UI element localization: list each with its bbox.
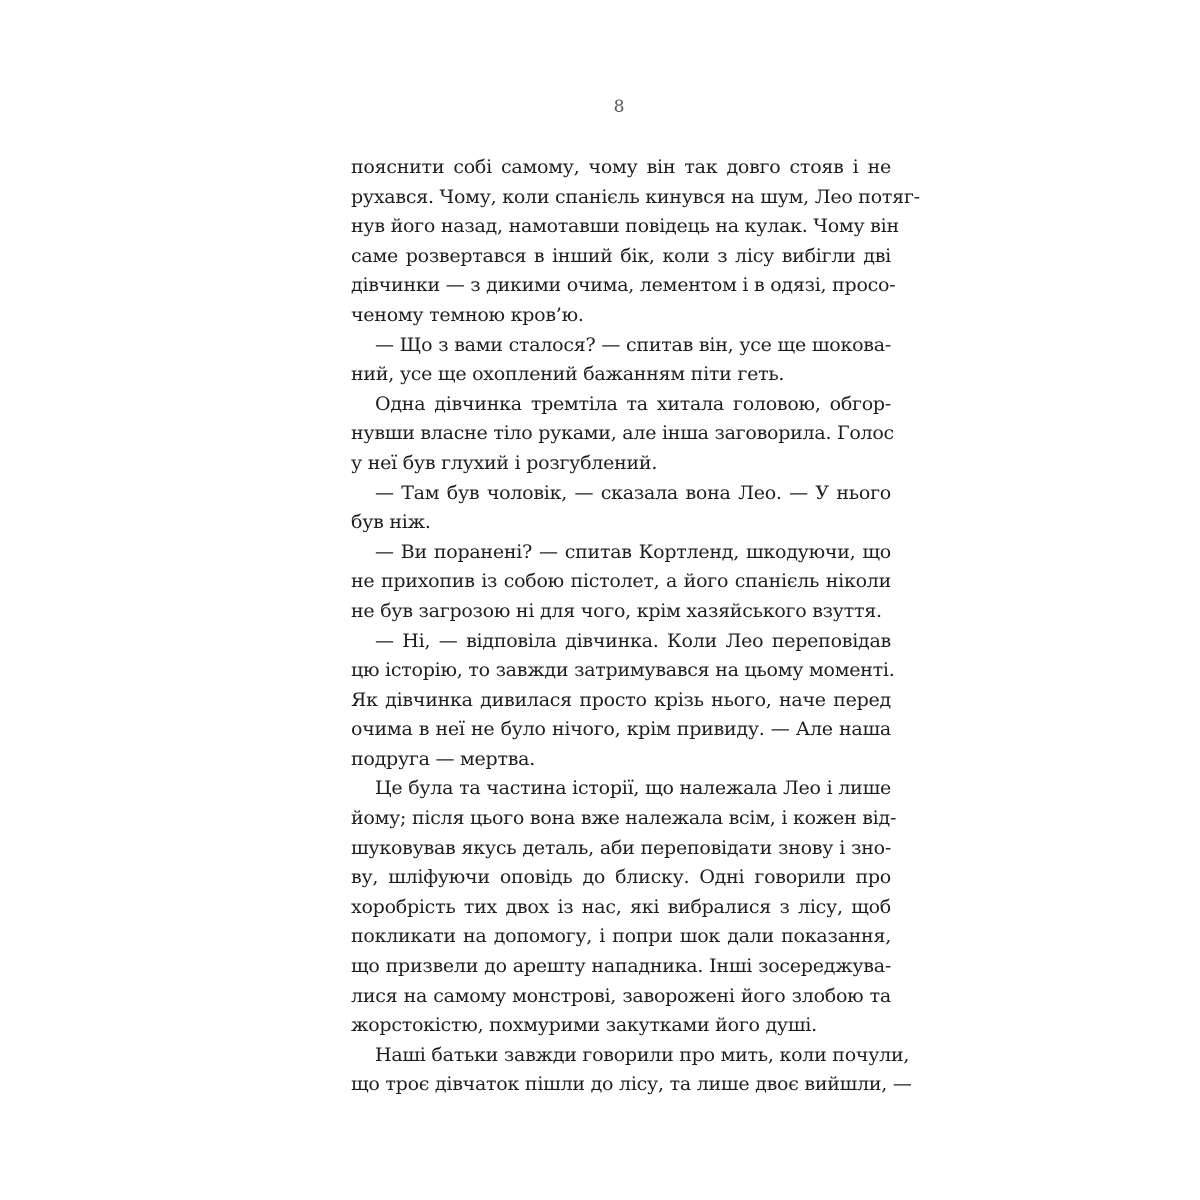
text-line: — Там був чоловік, — сказала вона Лео. — У нього bbox=[375, 481, 891, 504]
text-line: — Що з вами сталося? — спитав він, усе ще шокова- bbox=[375, 333, 891, 356]
text-line: ву, шліфуючи оповідь до блиску. Одні говорили про bbox=[351, 866, 891, 889]
text-line: нувши власне тіло руками, але інша заговорила. Голос bbox=[351, 422, 894, 445]
text-line: пояснити собі самому, чому він так довго стояв і не bbox=[351, 156, 891, 178]
text-line: ченому темною кров’ю. bbox=[351, 303, 584, 326]
text-line: не прихопив із собою пістолет, а його спанієль ніколи bbox=[351, 570, 891, 593]
text-line: покликати на допомогу, і попри шок дали показання, bbox=[351, 925, 891, 948]
text-line: жорстокістю, похмурими закутками його душі. bbox=[351, 1014, 817, 1037]
text-line: Наші батьки завжди говорили про мить, коли почули, bbox=[375, 1043, 910, 1066]
text-line: йому; після цього вона вже належала всім, і кожен від- bbox=[351, 807, 897, 830]
text-line: Одна дівчинка тремтіла та хитала головою, обгор- bbox=[375, 392, 891, 415]
text-line: у неї був глухий і розгублений. bbox=[351, 451, 658, 474]
text-line: саме розвертався в інший бік, коли з лісу вибігли дві bbox=[351, 244, 891, 267]
text-line: очима в неї не було нічого, крім привиду. — Але наша bbox=[351, 718, 891, 741]
text-line: що призвели до арешту нападника. Інші зосереджува- bbox=[351, 955, 891, 978]
text-line: Як дівчинка дивилася просто крізь нього, наче перед bbox=[351, 688, 891, 711]
text-line: — Ні, — відповіла дівчинка. Коли Лео переповідав bbox=[375, 629, 891, 652]
text-line: рухався. Чому, коли спанієль кинувся на шум, Лео потяг- bbox=[351, 185, 920, 208]
text-line: ний, усе ще охоплений бажанням піти геть. bbox=[351, 363, 785, 386]
text-line: був ніж. bbox=[351, 511, 431, 534]
text-line: лися на самому монстрові, заворожені його злобою та bbox=[351, 984, 891, 1007]
text-line: подруга — мертва. bbox=[351, 747, 536, 770]
text-line: що троє дівчаток пішли до лісу, та лише двоє вийшли, — bbox=[351, 1073, 912, 1096]
text-line: цю історію, то завжди затримувався на цьому моменті. bbox=[351, 659, 895, 682]
text-line: не був загрозою ні для чого, крім хазяйського взуття. bbox=[351, 599, 882, 622]
text-line: нув його назад, намотавши повідець на кулак. Чому він bbox=[351, 215, 899, 238]
page-number: 8 bbox=[613, 97, 625, 117]
text-line: — Ви поранені? — спитав Кортленд, шкодуючи, що bbox=[375, 540, 891, 563]
text-line: Це була та частина історії, що належала Лео і лише bbox=[375, 777, 891, 800]
text-line: шуковував якусь деталь, аби переповідати знову і зно- bbox=[351, 836, 891, 859]
page-text bbox=[351, 153, 920, 1100]
text-line: дівчинки — з дикими очима, лементом і в одязі, просо- bbox=[351, 274, 896, 297]
text-line: хоробрість тих двох із нас, які вибралися з лісу, щоб bbox=[351, 895, 891, 918]
